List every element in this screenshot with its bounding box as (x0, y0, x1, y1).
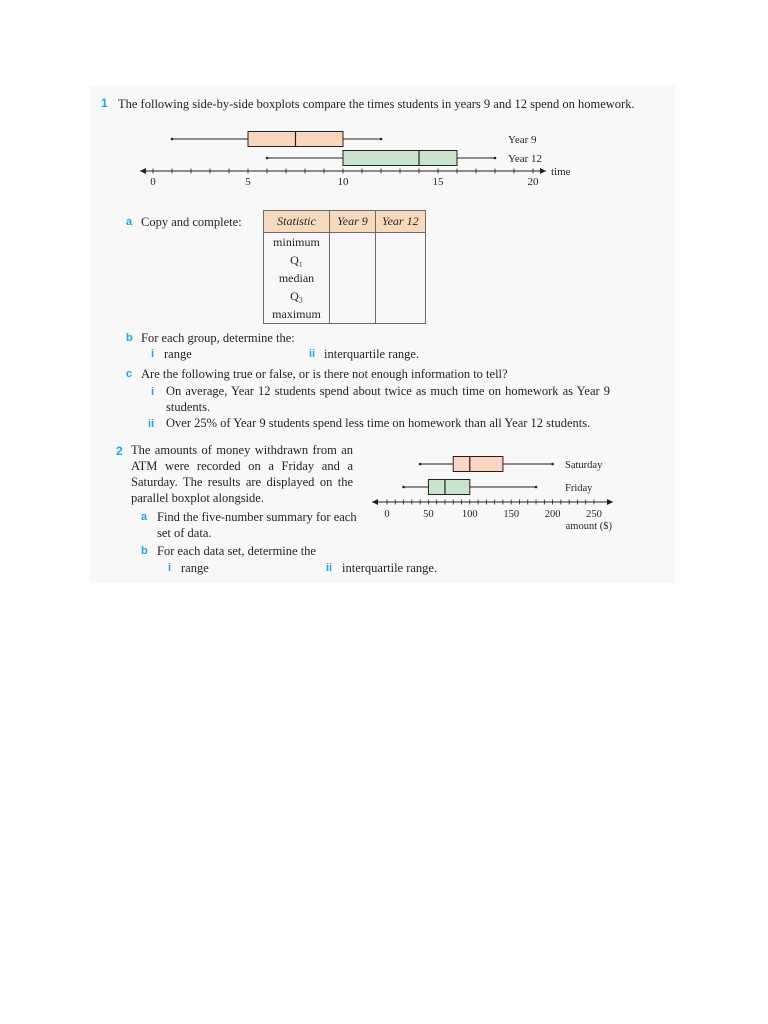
series-label: Year 9 (508, 134, 537, 146)
q1-b-i-label: i (151, 348, 155, 360)
series-label: Saturday (565, 460, 603, 471)
q1-c-i-text: On average, Year 12 students spend about twice as much time on homework as Year 9 students. (166, 384, 610, 414)
cell-year-9 (330, 251, 376, 269)
q1-boxplot (130, 125, 580, 190)
q2-part-a-label: a (141, 511, 148, 523)
tick-label: 200 (544, 509, 561, 520)
tick-label: 150 (503, 509, 520, 520)
tick-label: 5 (245, 176, 251, 188)
table-header-statistic: Statistic (264, 211, 330, 233)
q2-b-i-text: range (181, 561, 209, 575)
row-label-maximum: maximum (264, 305, 330, 324)
cell-year-9 (330, 269, 376, 287)
question-2-number: 2 (116, 444, 123, 458)
cell-year-12 (376, 287, 426, 305)
q2-b-ii-text: interquartile range. (342, 561, 438, 575)
statistics-table (263, 210, 426, 324)
q2-part-b-label: b (141, 545, 148, 557)
table-row (264, 233, 426, 252)
axis-label: amount ($) (565, 521, 612, 532)
q2-b-i-label: i (168, 562, 172, 574)
q1-part-a-text: Copy and complete: (141, 215, 242, 229)
axis-arrow-left (140, 168, 146, 174)
table-row (264, 251, 426, 269)
q1-c-ii-label: ii (148, 418, 155, 430)
cell-year-9 (330, 305, 376, 324)
q1-part-c-text: Are the following true or false, or is there not enough information to tell? (141, 367, 508, 381)
question-1-intro: The following side-by-side boxplots compare the times students in years 9 and 12 spend on homework. (118, 97, 635, 111)
cell-year-12 (376, 305, 426, 324)
axis-arrow-right (540, 168, 546, 174)
tick-label: 15 (432, 176, 444, 188)
whisker-end-min (171, 138, 174, 141)
row-label-median: median (264, 269, 330, 287)
axis-arrow-right (607, 499, 613, 505)
whisker-end-min (419, 463, 422, 466)
whisker-end-max (551, 463, 554, 466)
box-iqr (428, 480, 469, 495)
axis-label: time (551, 166, 571, 178)
tick-label: 0 (150, 176, 156, 188)
q1-part-b-label: b (126, 332, 133, 344)
axis-arrow-left (372, 499, 378, 505)
table-row (264, 269, 426, 287)
tick-label: 20 (527, 176, 539, 188)
whisker-end-min (402, 486, 405, 489)
whisker-end-max (380, 138, 383, 141)
tick-label: 100 (461, 509, 478, 520)
tick-label: 250 (586, 509, 602, 520)
whisker-end-max (494, 157, 497, 160)
series-label: Year 12 (508, 153, 543, 165)
q2-boxplot (368, 450, 618, 535)
box-iqr (453, 457, 503, 472)
row-label-q1: Q₁ (264, 251, 330, 269)
q1-b-ii-label: ii (309, 348, 316, 360)
cell-year-9 (330, 287, 376, 305)
cell-year-12 (376, 233, 426, 252)
table-header-year-12: Year 12 (376, 211, 426, 233)
q1-b-i-text: range (164, 347, 192, 361)
q1-part-c-label: c (126, 368, 133, 380)
table-row (264, 305, 426, 324)
cell-year-12 (376, 269, 426, 287)
tick-label: 0 (384, 509, 390, 520)
table-header-year-9: Year 9 (330, 211, 376, 233)
tick-label: 10 (337, 176, 349, 188)
q1-part-a-label: a (126, 216, 133, 228)
q1-part-b-text: For each group, determine the: (141, 331, 295, 345)
q2-b-ii-label: ii (326, 562, 333, 574)
whisker-end-min (266, 157, 269, 160)
q1-b-ii-text: interquartile range. (324, 347, 420, 361)
cell-year-12 (376, 251, 426, 269)
question-1-number: 1 (101, 96, 108, 110)
q2-part-a-text: Find the five-number summary for each set of data. (157, 510, 357, 540)
question-2-intro: The amounts of money withdrawn from an ATM were recorded on a Friday and a Saturday. The results are displayed on the parallel boxplot alongside. (131, 443, 353, 505)
table-row (264, 287, 426, 305)
q1-c-ii-text: Over 25% of Year 9 students spend less time on homework than all Year 12 students. (166, 416, 591, 430)
whisker-end-max (535, 486, 538, 489)
row-label-minimum: minimum (264, 233, 330, 252)
q2-part-b-text: For each data set, determine the (157, 544, 316, 558)
box-iqr (343, 151, 457, 166)
series-label: Friday (565, 483, 593, 494)
q1-c-i-label: i (151, 386, 155, 398)
tick-label: 50 (423, 509, 434, 520)
cell-year-9 (330, 233, 376, 252)
row-label-q3: Q₃ (264, 287, 330, 305)
